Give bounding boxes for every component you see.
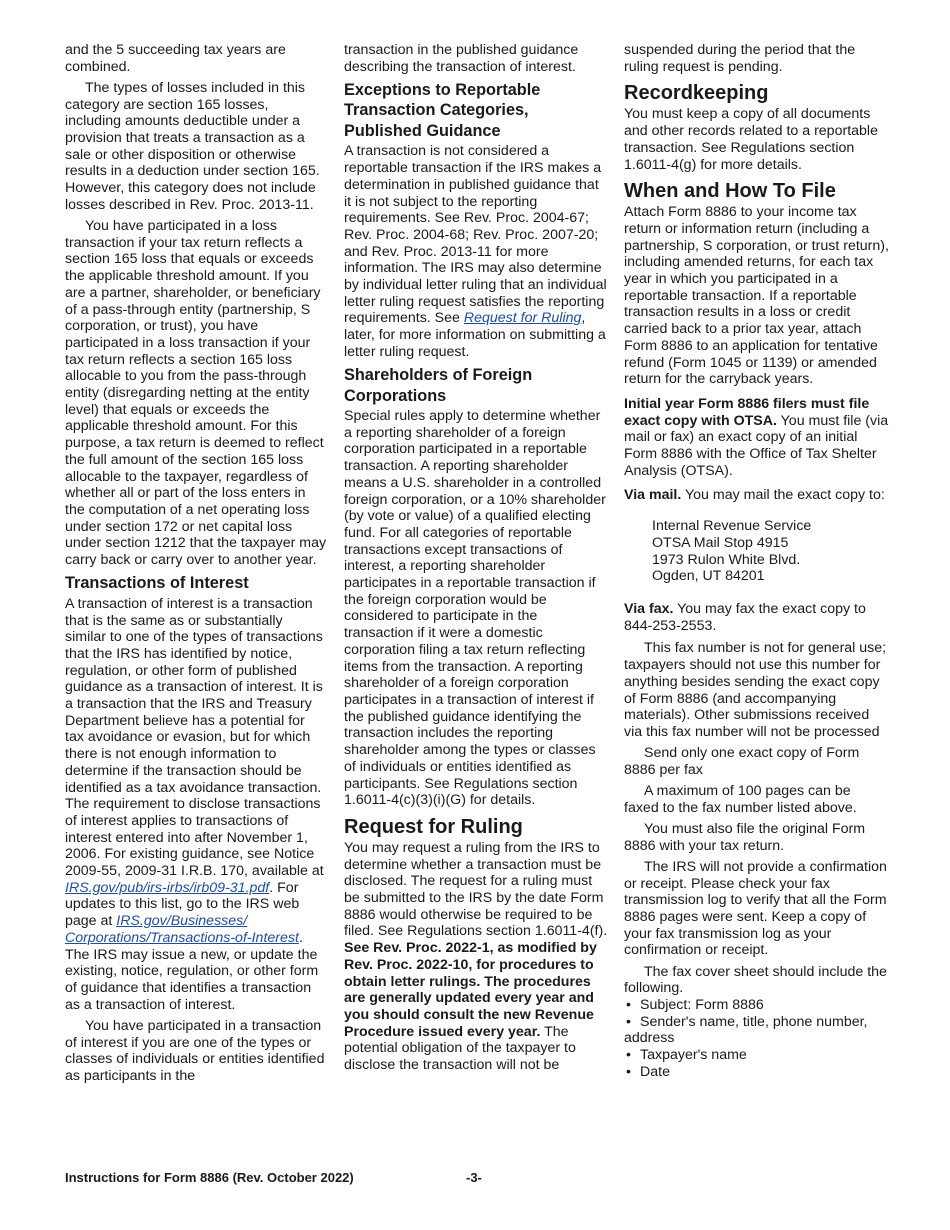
paragraph: [344, 840, 609, 1074]
text-run: You must file (via mail or fax) an exact copy of an initial Form 8886 with the Office of Tax Shelter Analysis (OTSA).: [624, 412, 889, 479]
address-line: OTSA Mail Stop 4915: [652, 534, 789, 551]
text-run: A transaction of interest is a transaction that is the same as or substantially similar to one of the types of transactions that the IRS has identified by notice, regulation, or other form of published guidance as a transaction of interest. It is a transaction that the IRS and Treasury Department believe has a potential for tax avoidance or evasion, but for which there is not enough information to determine if the transaction should be identified as a tax avoidance transaction. The requirement to disclose transactions of interest applies to transactions of interest entered into after November 1, 2006. For existing guidance, see Notice 2009-55, 2009-31 I.R.B. 170, available at: [65, 595, 324, 880]
paragraph: [624, 487, 889, 504]
bullet-icon: •: [626, 996, 631, 1013]
text-run: , later, for more information on submitting a letter ruling request.: [344, 310, 606, 360]
page-number: -3-: [466, 1170, 482, 1185]
paragraph: [65, 596, 327, 1014]
bold-text: Initial year Form 8886 filers must file exact copy with OTSA.: [624, 395, 870, 429]
heading-transactions-of-interest: Transactions of Interest: [65, 574, 249, 593]
text-run: A transaction is not considered a reportable transaction if the IRS makes a determination in published guidance that it is not subject to the reporting requirements. See Rev. Proc. 2004-67; Rev. Proc. 2004-68; Rev. Proc. 2007-20; and Rev. Proc. 2013-11 for more information. The IRS may also determine by individual letter ruling that an individual letter ruling request satisfies the reporting requirements. See: [344, 143, 607, 327]
paragraph: transaction in the published guidance describing the transaction of interest.: [344, 42, 579, 75]
paragraph: This fax number is not for general use; taxpayers should not use this number for anything besides sending the exact copy of Form 8886 (and accompanying materials). Other submissions received via this fax number will not be processed: [624, 640, 887, 740]
heading-exceptions: Exceptions to Reportable Transaction Categories, Published Guidance: [344, 80, 541, 140]
paragraph: You must also file the original Form 8886 with your tax return.: [624, 820, 866, 854]
paragraph: The IRS will not provide a confirmation or receipt. Please check your fax transmission log to verify that all the Form 8886 pages were sent. Keep a copy of your fax transmission log as your confirmation or receipt.: [624, 858, 887, 959]
text-run: . For updates to this list, go to the IRS web page at: [65, 879, 300, 930]
paragraph: suspended during the period that the ruling request is pending.: [624, 42, 856, 75]
address-line: Internal Revenue Service: [652, 518, 812, 535]
heading-shareholders: Shareholders of Foreign Corporations: [344, 366, 533, 405]
transactions-of-interest-link[interactable]: IRS.gov/Businesses/ Corporations/Transactions-of-Interest: [65, 913, 299, 946]
paragraph: A maximum of 100 pages can be faxed to the fax number listed above.: [624, 783, 857, 816]
bold-text: Via fax.: [624, 600, 674, 617]
heading-request-for-ruling: Request for Ruling: [344, 815, 523, 838]
bullet-icon: •: [626, 1063, 631, 1080]
list-item: [624, 997, 889, 1014]
paragraph: Send only one exact copy of Form 8886 per fax: [624, 745, 860, 778]
paragraph: [624, 396, 889, 480]
list-item-text: Subject: Form 8886: [640, 996, 764, 1013]
address-line: Ogden, UT 84201: [652, 568, 765, 585]
heading-when-how-to-file: When and How To File: [624, 180, 836, 203]
paragraph: You must keep a copy of all documents and other records related to a reportable transaction. See Regulations section 1.6011-4(g) for more details.: [624, 106, 878, 173]
bullet-icon: •: [626, 1013, 631, 1030]
fax-cover-list: [624, 997, 889, 1081]
text-run: The potential obligation of the taxpayer to disclose the transaction will not be: [344, 1023, 576, 1074]
paragraph: Special rules apply to determine whether a reporting shareholder of a foreign corporation participated in a reportable transaction. A reporting shareholder means a U.S. shareholder in a controlled foreign corporation, or a 10% shareholder (by vote or value) of a qualified electing fund. For all categories of reportable transactions except transactions of interest, a reporting shareholder participates in a reportable transaction if the foreign corporation would be considered to participate in the transaction if it were a domestic corporation filing a tax return reflecting items from the transaction. A reporting shareholder of a foreign corporation participates in a transaction of interest if the published guidance identifying the transaction includes the reporting shareholder among the types or classes of individuals or entities identified as participants. See Regulations section 1.6011-4(c)(3)(i)(G) for details.: [344, 408, 606, 809]
footer-title: Instructions for Form 8886 (Rev. October 2022): [65, 1170, 354, 1185]
list-item: [624, 1014, 889, 1047]
paragraph: You have participated in a loss transaction if your tax return reflects a section 165 loss that equals or exceeds the applicable threshold amount. If you are a partner, shareholder, or beneficiary of a pass-through entity (partnership, S corporation, or trust), you have participated in a loss transaction if your tax return reflects a section 165 loss allocable to you from the pass-through entity (disregarding netting at the entity level) that equals or exceeds the applicable threshold amount. For this purpose, a tax return is deemed to reflect the full amount of the section 165 loss allocable to the taxpayer, regardless of whether all or part of the loss enters in the computation of a net operating loss under section 172 or net capital loss under section 1212 that the taxpayer may carry back or carry over to another year.: [65, 218, 327, 569]
paragraph: Attach Form 8886 to your income tax return or information return (including a partnership, S corporation, or trust return), including amended returns, for each tax year in which you participated in a reportable transaction. If a reportable transaction results in a loss or credit carried back to a prior tax year, attach Form 8886 to an application for tentative refund (Form 1045 or 1139) or amended return for the carryback years.: [624, 204, 889, 388]
list-item-text: Taxpayer's name: [640, 1047, 747, 1064]
heading-recordkeeping: Recordkeeping: [624, 82, 769, 105]
column-2: [344, 42, 609, 1078]
irb-link[interactable]: IRS.gov/pub/irs-irbs/irb09-31.pdf: [65, 879, 270, 896]
text-run: You may request a ruling from the IRS to determine whether a transaction must be disclosed. The request for a ruling must be submitted to the IRS by the date Form 8886 would otherwise be required to be filed. See Regulations section 1.6011-4(f).: [344, 839, 608, 940]
bold-text: Via mail.: [624, 487, 682, 504]
request-for-ruling-link[interactable]: Request for Ruling: [463, 310, 582, 327]
list-item-text: Date: [640, 1063, 670, 1080]
text-run: You may fax the exact copy to 844-253-2553.: [624, 600, 866, 634]
column-1: [65, 42, 327, 1089]
paragraph: [624, 601, 889, 634]
list-item: [624, 1064, 889, 1081]
bold-text: See Rev. Proc. 2022-1, as modified by Rev. Proc. 2022-10, for procedures to obtain letter rulings. The procedures are generally updated every year and you should consult the new Revenue Procedure issued every year.: [344, 940, 597, 1040]
list-item-text: Sender's name, title, phone number, address: [624, 1013, 868, 1047]
bullet-icon: •: [626, 1047, 631, 1064]
text-run: You may mail the exact copy to:: [681, 487, 885, 504]
column-3: [624, 42, 889, 1080]
text-run: . The IRS may issue a new, or update the existing, notice, regulation, or other form of guidance that identifies a transaction as a transaction of interest.: [65, 929, 319, 1013]
mailing-address: [652, 518, 889, 585]
paragraph: [344, 143, 609, 360]
paragraph: and the 5 succeeding tax years are combined.: [65, 42, 286, 75]
paragraph: You have participated in a transaction of interest if you are one of the types or classes of individuals or entities identified as participants in the: [65, 1017, 325, 1084]
paragraph: The types of losses included in this category are section 165 losses, including amounts deductible under a provision that treats a transaction as a sale or other disposition or otherwise results in a deduction under section 165. However, this category does not include losses described in Rev. Proc. 2013-11.: [65, 79, 320, 213]
paragraph: The fax cover sheet should include the following.: [624, 963, 887, 997]
list-item: [624, 1047, 889, 1064]
address-line: 1973 Rulon White Blvd.: [652, 551, 801, 568]
